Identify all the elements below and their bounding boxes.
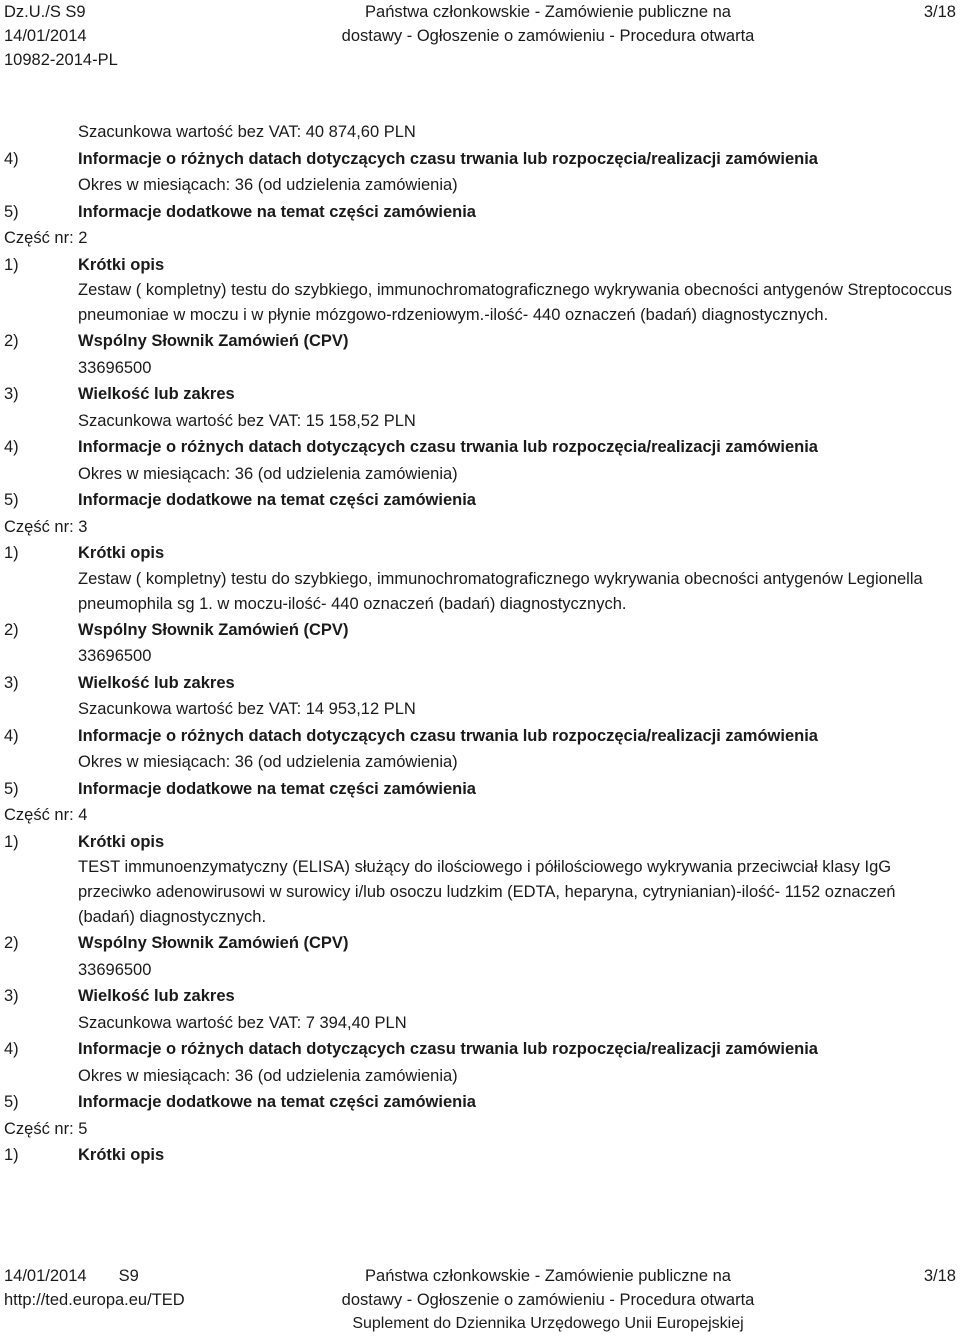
- dates-heading: 4) Informacje o różnych datach dotyczących czasu trwania lub rozpoczęcia/realizacji zamówienia: [4, 438, 818, 456]
- duration: Okres w miesiącach: 36 (od udzielenia zamówienia): [78, 464, 458, 483]
- ted-link[interactable]: http://ted.europa.eu/TED: [4, 1291, 185, 1309]
- short-desc-heading: 1) Krótki opis: [4, 255, 165, 274]
- header-page-number: 3/18: [923, 3, 956, 21]
- cpv-code: 33696500: [78, 647, 152, 665]
- footer-supplement: Suplement do Dziennika Urzędowego Unii Europejskiej: [352, 1315, 744, 1332]
- footer-title-line2: dostawy - Ogłoszenie o zamówieniu - Procedura otwarta: [341, 1291, 755, 1309]
- cpv-code: 33696500: [78, 358, 152, 377]
- duration: Okres w miesiącach: 36 (od udzielenia zamówienia): [78, 753, 458, 771]
- prev-part-dates-heading: 4) Informacje o różnych datach dotyczących czasu trwania lub rozpoczęcia/realizacji zamówienia: [4, 149, 818, 168]
- quantity-heading: 3) Wielkość lub zakres: [4, 673, 235, 692]
- journal-ref: Dz.U./S S9: [4, 3, 86, 21]
- footer-date: 14/01/2014: [4, 1267, 87, 1285]
- part-description: TEST immunoenzymatyczny (ELISA) służący do ilościowego i półilościowego wykrywania przeciwciał klasy IgG przeciwko adenowirusowi w surowicy i/lub osoczu ludzkim (EDTA, heparyna, cytrynianian)-ilość- 1152 oznaczeń (badań) diagnostycznych.: [78, 858, 896, 926]
- cpv-heading: 2) Wspólny Słownik Zamówień (CPV): [4, 934, 349, 952]
- duration: Okres w miesiącach: 36 (od udzielenia zamówienia): [78, 1066, 458, 1085]
- header-left: [4, 0, 118, 72]
- part-description: Zestaw ( kompletny) testu do szybkiego, immunochromatograficznego wykrywania obecności antygenów Legionella pneumophila sg 1. w moczu-ilość- 440 oznaczeń (badań) diagnostycznych.: [78, 569, 923, 613]
- footer-left: [4, 1264, 185, 1312]
- dates-heading: 4) Informacje o różnych datach dotyczących czasu trwania lub rozpoczęcia/realizacji zamówienia: [4, 1040, 818, 1058]
- additional-heading: 5) Informacje dodatkowe na temat części zamówienia: [4, 491, 476, 509]
- document-body: [0, 119, 960, 1169]
- additional-heading: 5) Informacje dodatkowe na temat części zamówienia: [4, 779, 476, 798]
- header-date: 14/01/2014: [4, 27, 87, 45]
- prev-part-duration: Okres w miesiącach: 36 (od udzielenia zamówienia): [78, 176, 458, 194]
- footer-title-line1: Państwa członkowskie - Zamówienie publiczne na: [365, 1267, 731, 1285]
- part-title: Część nr: 4: [4, 806, 88, 824]
- quantity-heading: 3) Wielkość lub zakres: [4, 987, 235, 1005]
- footer-page-number: 3/18: [923, 1267, 956, 1285]
- header-center: [310, 0, 786, 48]
- quantity-heading: 3) Wielkość lub zakres: [4, 385, 235, 403]
- estimated-value: Szacunkowa wartość bez VAT: 15 158,52 PLN: [78, 411, 416, 430]
- cpv-heading: 2) Wspólny Słownik Zamówień (CPV): [4, 332, 349, 350]
- short-desc-heading: 1) Krótki opis: [4, 544, 165, 562]
- header-title-line2: dostawy - Ogłoszenie o zamówieniu - Procedura otwarta: [341, 27, 755, 45]
- footer-center: [310, 1264, 786, 1336]
- dates-heading: 4) Informacje o różnych datach dotyczących czasu trwania lub rozpoczęcia/realizacji zamówienia: [4, 726, 818, 745]
- estimated-value: Szacunkowa wartość bez VAT: 14 953,12 PLN: [78, 700, 416, 718]
- prev-part-additional-heading: 5) Informacje dodatkowe na temat części zamówienia: [4, 202, 476, 221]
- notice-number: 10982-2014-PL: [4, 51, 118, 69]
- short-desc-heading: 1) Krótki opis: [4, 1146, 165, 1164]
- cpv-code: 33696500: [78, 960, 152, 979]
- prev-part-value: Szacunkowa wartość bez VAT: 40 874,60 PLN: [78, 123, 416, 141]
- part-title: Część nr: 2: [4, 229, 88, 247]
- additional-heading: 5) Informacje dodatkowe na temat części zamówienia: [4, 1093, 476, 1111]
- footer-issue: S9: [118, 1267, 139, 1285]
- short-desc-heading: 1) Krótki opis: [4, 832, 165, 851]
- part-title: Część nr: 5: [4, 1119, 88, 1138]
- part-title: Część nr: 3: [4, 517, 88, 536]
- cpv-heading: 2) Wspólny Słownik Zamówień (CPV): [4, 620, 349, 639]
- estimated-value: Szacunkowa wartość bez VAT: 7 394,40 PLN: [78, 1013, 407, 1032]
- header-title-line1: Państwa członkowskie - Zamówienie publiczne na: [365, 3, 731, 21]
- part-description: Zestaw ( kompletny) testu do szybkiego, immunochromatograficznego wykrywania obecności antygenów Streptococcus pneumoniae w moczu i w płynie mózgowo-rdzeniowym.-ilość- 440 oznaczeń (badań) diagnostycznych.: [78, 281, 952, 324]
